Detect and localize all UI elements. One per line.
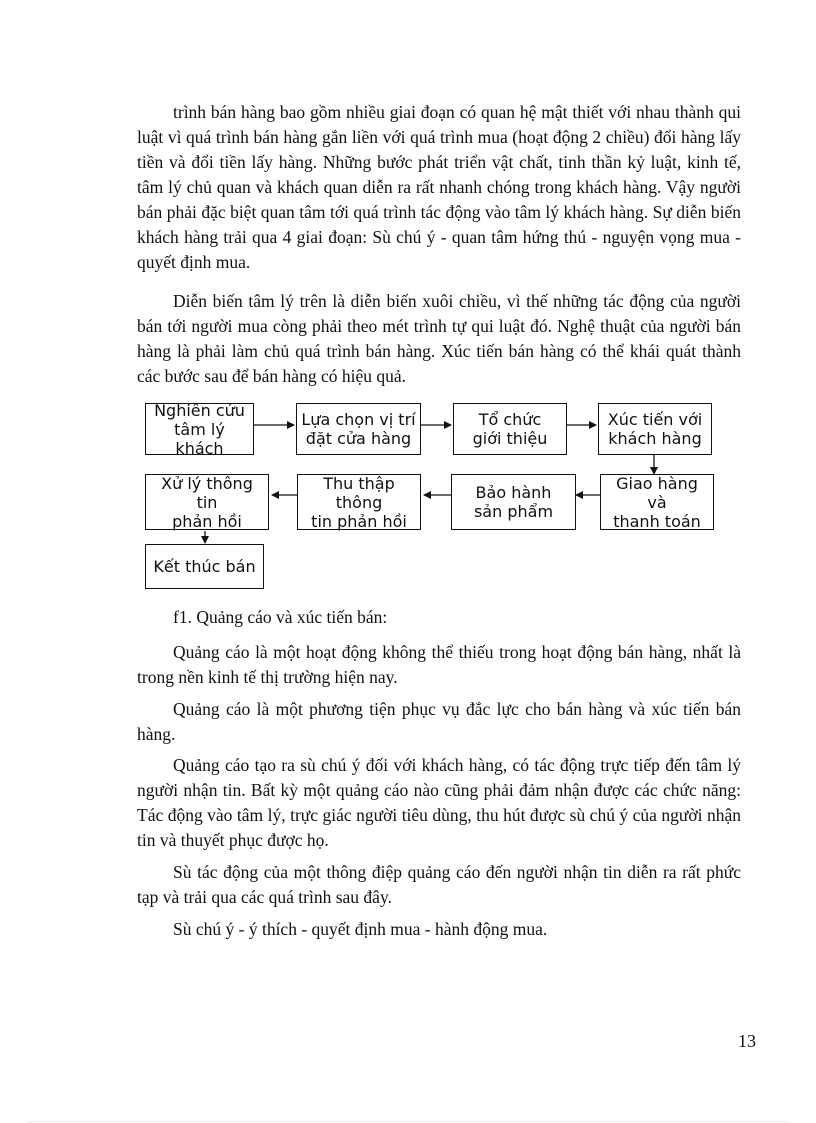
flow-step-promote: Xúc tiến với khách hàng xyxy=(598,403,712,455)
flow-step-collect-feedback: Thu thập thông tin phản hồi xyxy=(297,474,421,530)
paragraph-sales-process: trình bán hàng bao gồm nhiều giai đoạn có quan hệ mật thiết với nhau thành qui luật vì quá trình bán hàng gắn liền với quá trình mua (hoạt động 2 chiều) đổi hàng lấy tiền và đổi tiền lấy hàng. Những bước phát triển vật chất, tinh thần kỷ luật, kinh tế, tâm lý chủ quan và khách quan diễn ra rất nhanh chóng trong khách hàng. Vậy người bán phải đặc biệt quan tâm tới quá trình tác động vào tâm lý khách hàng. Sự diễn biến khách hàng trải qua 4 giai đoạn: Sù chú ý - quan tâm hứng thú - nguyện vọng mua - quyết định mua. xyxy=(137,102,741,272)
flow-step-introduce: Tổ chức giới thiệu xyxy=(453,403,567,455)
paragraph-advertising-3: Quảng cáo tạo ra sù chú ý đối với khách hàng, có tác động trực tiếp đến tâm lý người nhận tin. Bất kỳ một quảng cáo nào cũng phải đảm nhận được các chức năng: Tác động vào tâm lý, trực giác người tiêu dùng, thu hút được sù chú ý của người nhận tin và thuyết phục được họ. xyxy=(137,755,741,850)
paragraph-advertising-5: Sù chú ý - ý thích - quyết định mua - hành động mua. xyxy=(173,919,548,939)
page-number: 13 xyxy=(738,1031,756,1051)
paragraph-advertising-4: Sù tác động của một thông điệp quảng cáo đến người nhận tin diễn ra rất phức tạp và trải qua các quá trình sau đây. xyxy=(137,862,741,907)
paragraph-advertising-2: Quảng cáo là một phương tiện phục vụ đắc lực cho bán hàng và xúc tiến bán hàng. xyxy=(137,699,741,744)
footer-divider xyxy=(28,1121,788,1122)
section-heading-advertising: f1. Quảng cáo và xúc tiến bán: xyxy=(173,607,388,627)
paragraph-psychology-flow: Diễn biến tâm lý trên là diễn biến xuôi chiều, vì thế những tác động của người bán tới người mua còng phải theo mét trình tự qui luật đó. Nghệ thuật của người bán hàng là phải làm chủ quá trình bán hàng. Xúc tiến bán hàng có thể khái quát thành các bước sau để bán hàng có hiệu quả. xyxy=(137,291,741,386)
flow-step-process-feedback: Xử lý thông tin phản hồi xyxy=(145,474,269,530)
flow-step-research: Nghiên cứu tâm lý khách xyxy=(145,403,254,455)
flow-step-delivery: Giao hàng và thanh toán xyxy=(600,474,714,530)
flow-step-end-sale: Kết thúc bán xyxy=(145,544,264,589)
paragraph-advertising-1: Quảng cáo là một hoạt động không thể thiếu trong hoạt động bán hàng, nhất là trong nền kinh tế thị trường hiện nay. xyxy=(137,642,741,687)
flow-step-location: Lựa chọn vị trí đặt cửa hàng xyxy=(296,403,421,455)
flow-step-warranty: Bảo hành sản phẩm xyxy=(451,474,576,530)
